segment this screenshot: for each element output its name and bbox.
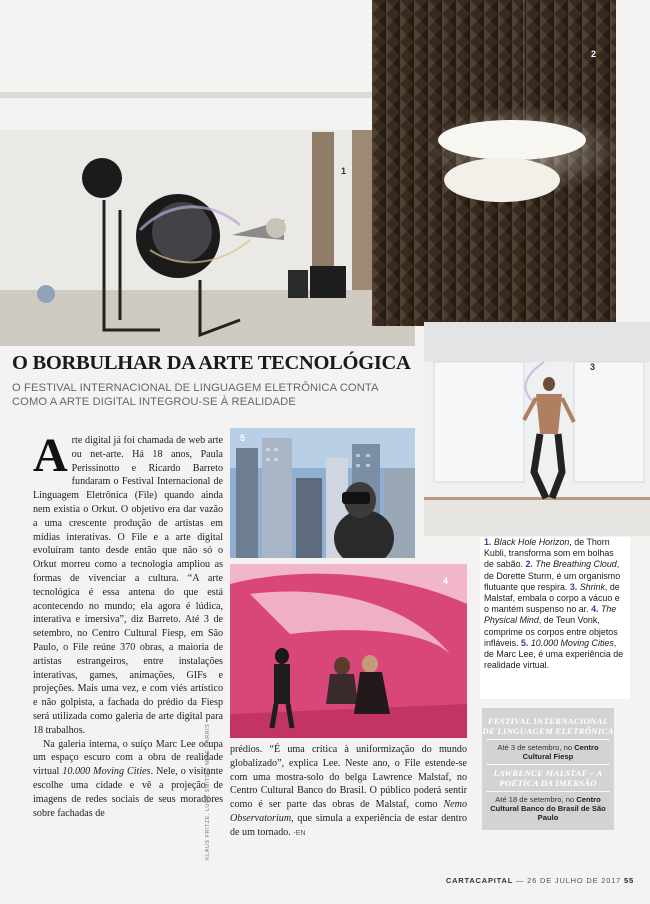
photo-shrink: [424, 322, 650, 536]
event-2-details: Até 18 de setembro, no Centro Cultural Banco do Brasil de São Paulo: [490, 795, 606, 822]
photo-captions: [480, 537, 630, 699]
article-paragraph-2: [33, 738, 223, 821]
caption-item: 4. The Physical Mind, de Teun Vonk, comprime os corpos entre objetos infláveis.: [484, 604, 618, 648]
article-title: O BORBULHAR DA ARTE TECNOLÓGICA: [12, 352, 411, 374]
paragraph-2-text-a: Na galeria interna, o suíço Marc Lee ocupa um espaço escuro com a obra de realidade virtual: [33, 738, 223, 778]
article-paragraph-3: [230, 743, 467, 841]
photo-number-1: 1: [341, 166, 347, 176]
article-column-2: [230, 743, 467, 841]
caption-item: 5. 10.000 Moving Cities, de Marc Lee, é uma experiência de realidade virtual.: [484, 637, 624, 671]
caption-item: 2. The Breathing Cloud, de Dorette Sturm, é um organismo flutuante que respira.: [484, 559, 621, 592]
event-divider: [486, 739, 610, 740]
caption-item: 3. Shrink, de Malstaf, embala o corpo a vácuo e o mantém suspenso no ar.: [484, 581, 620, 615]
photo-number-5: 5: [240, 433, 246, 443]
caption-item: 1. Black Hole Horizon, de Thorn Kubli, transforma som em bolhas de sabão.: [484, 537, 614, 570]
event-1-details: Até 3 de setembro, no Centro Cultural Fiesp: [497, 743, 599, 761]
event-info-box: [482, 708, 614, 830]
page-footer: [446, 876, 634, 885]
photo-moving-cities: [230, 428, 415, 558]
photo-credit: KLAUS FRITZE, LUUK SMITS E MIKE HARRIS: [205, 723, 211, 860]
magazine-name: CARTACAPITAL: [445, 876, 514, 885]
work-title-moving-cities: 10.000 Moving Cities: [62, 766, 151, 778]
paragraph-3-text-b: , que simula a experiência de estar dentro de um tornado.: [230, 812, 467, 838]
headline-block: [0, 346, 424, 416]
paragraph-1-text: rte digital já foi chamada de web arte ou net-arte. Há 18 anos, Paula Perissinotto e Ricardo Barreto fundaram o Festival Internacional de Linguagem Eletrônica (File) quando ainda nem existia o Orkut. O objetivo era dar vazão a uma crescente produção de artistas em mídias interativas. O File e a arte digital evoluíram tanto desde então que não só o Orkut morreu como a tecnologia ampliou as formas de vivenciar a cultura. “A arte tecnológica é essa antena do que está acontecendo no mundo; ela agora é lúdica, interativa e imersiva”, diz Barreto. Até 3 de setembro, no Centro Cultural Fiesp, em São Paulo, o File reúne 370 obras, a maioria de artistas estrangeiros, entre instalações interativas, games, animações, GIFs e projeções. Mais uma vez, e com viés artístico e não golpista, a fachada do prédio da Fiesp será utilizada como galeria de arte digital para 18 trabalhos.: [33, 435, 223, 736]
event-divider: [486, 791, 610, 792]
photo-number-2: 2: [591, 49, 597, 59]
paragraph-3-text-a: prédios. “É uma crítica à uniformização do mundo globalizado”, explica Lee. Neste ano, o File estende-se com uma mostra-solo do belga Lawrence Malstaf, no Centro Cultural Banco do Brasil. O público poderá sentir como é ser parte das obras de Malstaf, como: [230, 744, 467, 811]
page-number: 55: [624, 876, 634, 885]
photo-breathing-cloud: [372, 0, 616, 326]
issue-date: — 26 DE JULHO DE 2017: [515, 876, 622, 885]
paragraph-2-text-b: . Nele, o visitante escolhe uma cidade e vê a projeção de imagens de redes sociais de seus moradores sobre fachadas de: [33, 766, 223, 819]
work-title-nemo: Nemo Observatorium: [230, 799, 467, 824]
photo-black-hole-horizon: [0, 0, 415, 346]
author-initials: -EN: [293, 829, 306, 837]
drop-cap: A: [33, 429, 68, 482]
photo-number-3: 3: [590, 362, 596, 372]
article-subtitle: O FESTIVAL INTERNACIONAL DE LINGUAGEM ELETRÔNICA CONTA COMO A ARTE DIGITAL INTEGROU-SE À REALIDADE: [12, 382, 378, 408]
event-divider: [486, 764, 610, 765]
photo-physical-mind: [230, 564, 467, 738]
photo-number-4: 4: [443, 576, 449, 586]
article-paragraph-1: [33, 429, 223, 738]
event-1-title: FESTIVAL INTERNACIONAL DE LINGUAGEM ELETRÔNICA: [482, 716, 614, 736]
event-2-title: LAWRENCE MALSTAF – A POÉTICA DA IMERSÃO: [493, 768, 603, 788]
article-column-1: [33, 429, 223, 820]
